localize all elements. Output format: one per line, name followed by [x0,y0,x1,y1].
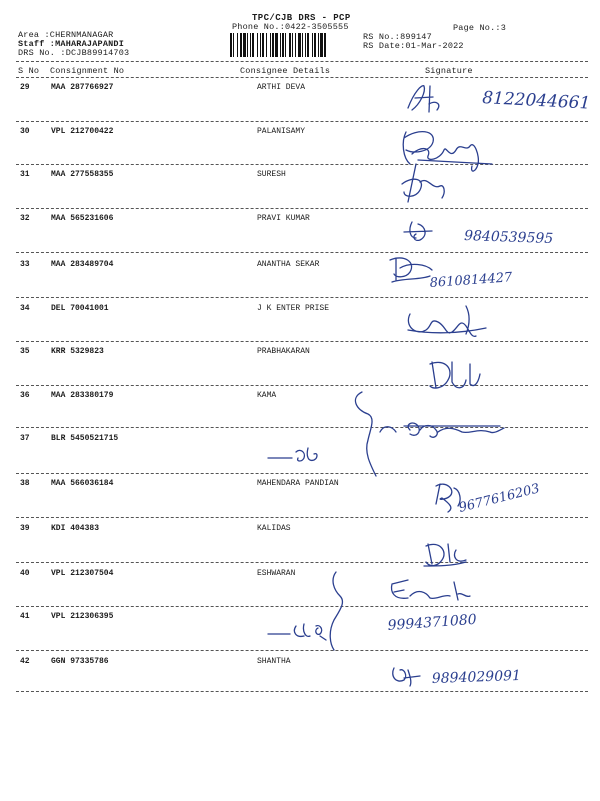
signature-36-37 [355,392,376,476]
consignment-number: DEL 70041001 [51,304,109,313]
consignee-name: MAHENDARA PANDIAN [257,479,339,488]
divider [16,341,588,342]
consignee-name: J K ENTER PRISE [257,304,330,313]
consignee-name: ANANTHA SEKAR [257,260,320,269]
row-number: 35 [20,347,30,356]
consignment-number: MAA 566036184 [51,479,114,488]
row-number: 29 [20,83,30,92]
divider [16,691,588,692]
phone-32: 9840539595 [463,228,554,248]
row-number: 30 [20,127,30,136]
consignment-number: KDI 404383 [51,524,100,533]
divider [16,164,588,165]
signature-33 [390,258,432,282]
row-number: 33 [20,260,30,269]
col-header-signature: Signature [425,66,473,76]
phone-42: 9894029091 [431,667,522,687]
divider [16,208,588,209]
consignment-number: BLR 5450521715 [51,434,119,443]
initials-41 [268,624,326,640]
consignee-name: KALIDAS [257,524,291,533]
consignment-number: MAA 277558355 [51,170,114,179]
consignee-name: SHANTHA [257,657,291,666]
row-number: 37 [20,434,30,443]
row-number: 34 [20,304,30,313]
col-header-sno: S No [18,66,40,76]
consignment-number: VPL 212307504 [51,569,114,578]
divider [16,121,588,122]
document-title: TPC/CJB DRS - PCP [252,13,351,23]
divider [16,297,588,298]
signature-37 [380,423,504,437]
rs-number: RS No.:899147 [363,32,432,42]
signature-31 [402,164,444,202]
signature-38 [436,484,460,512]
col-header-consignee: Consignee Details [240,66,331,76]
area-field: Area :CHERNMANAGAR [18,30,114,40]
divider [16,517,588,518]
phone-38: 9677616203 [457,481,542,516]
initials-37 [268,448,317,461]
row-number: 41 [20,612,30,621]
consignee-name: PRAVI KUMAR [257,214,310,223]
row-number: 39 [20,524,30,533]
consignment-number: VPL 212306395 [51,612,114,621]
consignment-number: VPL 212700422 [51,127,114,136]
rs-date: RS Date:01-Mar-2022 [363,41,464,51]
signature-40-41 [330,572,342,650]
signature-32 [404,222,432,240]
consignee-name: PRABHAKARAN [257,347,310,356]
divider [16,473,588,474]
divider [16,562,588,563]
signature-30 [403,132,492,171]
divider [16,650,588,651]
phone-number: Phone No.:0422-3505555 [232,22,349,32]
row-number: 38 [20,479,30,488]
divider [16,427,588,428]
consignee-name: ARTHI DEVA [257,83,306,92]
divider [16,252,588,253]
divider [16,61,588,62]
divider [16,77,588,78]
consignment-number: MAA 565231606 [51,214,114,223]
consignment-number: MAA 287766927 [51,83,114,92]
divider [16,606,588,607]
signature-42 [393,668,420,686]
consignee-name: ESHWARAN [257,569,296,578]
phone-33: 8610814427 [429,270,513,291]
divider [16,385,588,386]
consignment-number: MAA 283380179 [51,391,114,400]
signature-29 [408,86,439,112]
row-number: 31 [20,170,30,179]
row-number: 42 [20,657,30,666]
consignment-number: MAA 283489704 [51,260,114,269]
page-number: Page No.:3 [453,23,507,33]
signature-34 [408,306,486,336]
row-number: 36 [20,391,30,400]
drs-number: DRS No. :DCJB89914703 [18,48,130,58]
consignee-name: SURESH [257,170,286,179]
barcode [230,33,356,57]
consignee-name: KAMA [257,391,277,400]
signature-40 [392,580,470,600]
col-header-consignment: Consignment No [50,66,125,76]
staff-field: Staff :MAHARAJAPANDI [18,39,125,49]
phone-41: 9994371080 [387,611,478,634]
row-number: 32 [20,214,30,223]
consignment-number: KRR 5329823 [51,347,104,356]
row-number: 40 [20,569,30,578]
phone-29: 8122044661 [481,88,591,114]
consignee-name: PALANISAMY [257,127,306,136]
consignment-number: GGN 97335786 [51,657,109,666]
